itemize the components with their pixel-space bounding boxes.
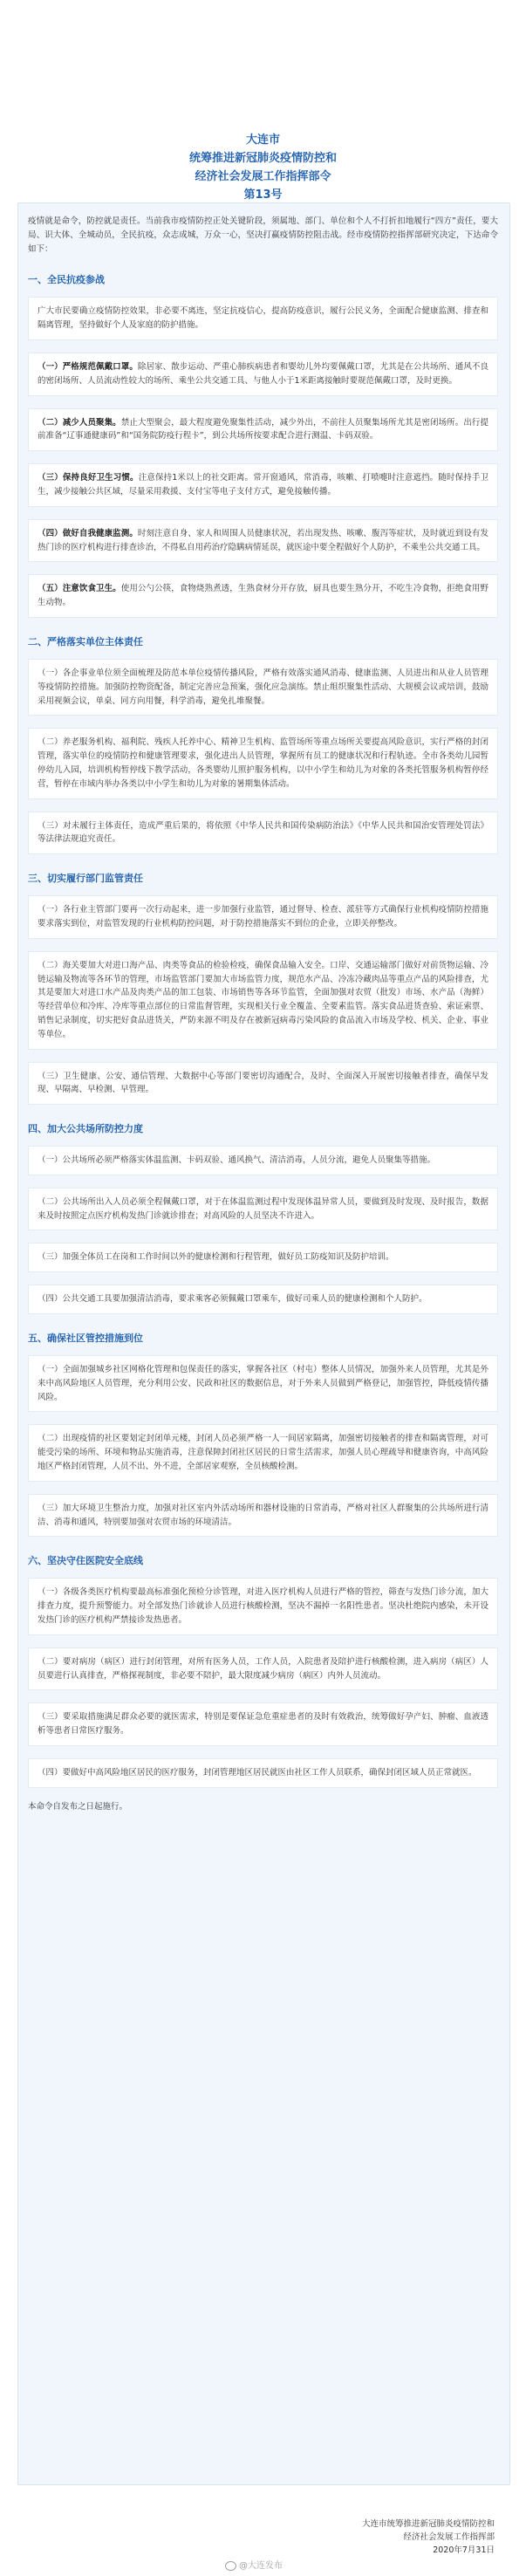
header-order-number: 第13号 <box>243 188 283 202</box>
document-body <box>28 215 498 1814</box>
section-paragraph <box>28 1702 498 1746</box>
closing-line: 本命令自发布之日起施行。 <box>28 1801 128 1812</box>
signature-date: 2020年7月31日 <box>433 2545 495 2555</box>
section-title: 四、加大公共场所防控力度 <box>28 1123 143 1135</box>
paragraph-text: （三）卫生健康、公安、通信管理、大数据中心等部门要密切沟通配合，及时、全面深入开展密切接触者排查，确保早发现、早隔离、早检测、早管理。 <box>38 1071 488 1095</box>
section-paragraph <box>28 1355 498 1412</box>
sections-container <box>28 273 498 1787</box>
paragraph-text: 广大市民要确立疫情防控效果，非必要不离连，坚定抗疫信心，提高防疫意识，履行公民义务，全面配合健康监测、排查和隔离管理，坚持做好个人及家庭的防护措施。 <box>38 306 488 331</box>
section-paragraph <box>28 463 498 507</box>
paragraph-text: （三）要采取措施满足群众必要的就医需求，特别是要保证急危重症患者的及时有效救治，统筹做好孕产妇、肿瘤、血液透析等患者日常医疗服务。 <box>38 1712 488 1737</box>
intro-paragraph: 疫情就是命令，防控就是责任。当前我市疫情防控正处关键阶段，须属地、部门、单位和个人不打折扣地履行“四方”责任，要大局、识大体、全城动员，全民抗疫，众志成城，万众一心，坚决打赢疫情防控阻击战。经市疫情防控指挥部研究决定，下达命令如下： <box>28 216 498 254</box>
section-paragraph <box>28 1146 498 1175</box>
section-title: 一、全民抗疫参战 <box>28 274 105 286</box>
section-paragraph <box>28 1062 498 1106</box>
header-org-line1: 统筹推进新冠肺炎疫情防控和 <box>188 152 337 165</box>
paragraph-text: 时刻注意自身、家人和周围人员健康状况，若出现发热、咳嗽、腹泻等症状，及时就近到设有发热门诊的医疗机构进行排查诊治，不得私自用药治疗隐瞒病情延误，就医途中要全程做好个人防护，不乘坐公共交通工具。 <box>38 528 488 552</box>
paragraph-text: （一）各级各类医疗机构要最高标准强化预检分诊管理，对进入医疗机构人员进行严格的管控，筛查与发热门诊分流，加大排查力度，提升预警能力。对全部发热门诊就诊人员进行核酸检测，坚决不漏掉一名阳性患者。坚决杜绝院内感染，未开设发热门诊的医疗机构严禁接诊发热患者。 <box>38 1587 488 1626</box>
paragraph-text: 注意保持1米以上的社交距离。常开窗通风，常消毒，咳嗽、打喷嚏时注意遮挡。随时保持手卫生，减少接触公共区域，尽量采用救援、支付宝等电子支付方式，避免接触传播。 <box>38 473 488 497</box>
paragraph-lead: （四）做好自我健康监测。 <box>38 528 138 538</box>
paragraph-text: （一）各企事业单位须全面梳理及防范本单位疫情传播风险，严格有效落实通风消毒、健康监测、人员进出和从业人员管理等疫情防控措施。加强防控物资配备，制定完善应急预案，强化应急演练。禁止组织聚集性活动、大规模会议或培训，鼓励采用视频会议，单桌、同方向用餐，科学消毒，避免扎堆聚餐。 <box>38 668 488 706</box>
header-city: 大连市 <box>245 134 280 147</box>
paragraph-text: （四）公共交通工具要加强清洁消毒，要求乘客必须佩戴口罩乘车，做好司乘人员的健康检测和个人防护。 <box>38 1294 427 1305</box>
section-paragraph <box>28 1494 498 1538</box>
paragraph-lead: （二）减少人员聚集。 <box>38 417 121 428</box>
signature-org-line2: 经济社会发展工作指挥部 <box>403 2532 495 2542</box>
paragraph-text: （二）公共场所出入人员必须全程佩戴口罩，对于在体温监测过程中发现体温异常人员，要做到及时发现、及时报告，数据来及时按照定点医疗机构发热门诊就诊排查；对高风险的人员坚决不许进入。 <box>38 1196 488 1221</box>
section-paragraph <box>28 659 498 716</box>
section-paragraph <box>28 1424 498 1481</box>
section-paragraph <box>28 1285 498 1314</box>
signature-block <box>362 2518 495 2557</box>
section-paragraph <box>28 1578 498 1634</box>
paragraph-text: （三）对未履行主体责任，造成严重后果的，将依照《中华人民共和国传染病防治法》《中华人民共和国治安管理处罚法》等法律法规追究责任。 <box>38 820 488 845</box>
section-paragraph <box>28 895 498 939</box>
paragraph-text: （二）出现疫情的社区要划定封闭单元楼，封闭人员必须严格一人一间居家隔离，加强密切接触者的排查和隔离管理，对可能受污染的场所、环境和物品实施消毒，注意保障封闭社区居民的日常生活需求，加强人员心理疏导和健康咨询，中高风险地区严格封闭管理，人员不出、外不进，全部居家观察，全员核酸检测。 <box>38 1434 488 1472</box>
paragraph-text: （四）要做好中高风险地区居民的医疗服务，封闭管理地区居民就医由社区工作人员联系，确保封闭区域人员正常就医。 <box>38 1768 477 1778</box>
paragraph-text: 除居家、散步运动、严重心肺疾病患者和婴幼儿外均要佩戴口罩，尤其是在公共场所、通风不良的密闭场所、人员流动性较大的场所、乘坐公共交通工具、与他人小于1米距离接触时要规范佩戴口罩，及时更换。 <box>38 361 488 386</box>
header-org-line2: 经济社会发展工作指挥部令 <box>195 170 331 183</box>
section-paragraph <box>28 519 498 563</box>
section-title: 六、坚决守住医院安全底线 <box>28 1555 143 1567</box>
section-paragraph <box>28 353 498 396</box>
paragraph-text: （三）加大环境卫生整治力度，加强对社区室内外活动场所和器材设施的日常消毒，严格对社区人群聚集的公共场所进行清洁、消毒和通风，特别要加强对农贸市场的环境清洁。 <box>38 1503 488 1527</box>
watermark-text: @大连发布 <box>239 2561 283 2571</box>
paragraph-text: （一）公共场所必须严格落实体温监测、卡码双验、通风换气、清洁消毒，人员分流，避免人员聚集等措施。 <box>38 1155 436 1166</box>
weibo-icon <box>225 2561 236 2571</box>
signature-org-line1: 大连市统筹推进新冠肺炎疫情防控和 <box>361 2519 495 2529</box>
paragraph-lead: （一）严格规范佩戴口罩。 <box>38 361 138 372</box>
section-paragraph <box>28 1243 498 1272</box>
paragraph-text: （一）各行业主管部门要再一次行动起来，进一步加强行业监管，通过督导、检查、派驻等方式确保行业机构疫情防控措施要求落实到位，对监管发现的行业机构防控问题，对于防控措施落实不到位的企业，立即关停整改。 <box>38 905 488 928</box>
section-paragraph <box>28 951 498 1050</box>
section-paragraph <box>28 297 498 340</box>
paragraph-text: （一）全面加强城乡社区网格化管理和包保责任的落实，掌握各社区（村屯）整体人员情况，加强外来人员管理，尤其是外来中高风险地区人员管理，充分利用公安、民政和社区的数据信息，对于外来人员做到严格登记，加强管控，降低疫情传播风险。 <box>38 1365 488 1402</box>
paragraph-text: （二）海关要加大对进口海产品、肉类等食品的检验检疫，确保食品输入安全。口岸、交通运输部门做好对前货物运输、冷链运输及物流等各环节的管理，市场监管部门要加大市场监管力度，规范水产品、冷冻冷藏肉品等重点产品的风险排查，尤其是要加大对进口水产品及肉类产品的加工包装、市场销售等各环节监管，全面加强对农贸（批发）市场、水产品（海鲜）等经营单位和冷库、冷库等重点部位的日常监督管理，实现相关行业全覆盖、全要素监管。落实食品进货查验、索证索票、销售记录制度，切实把好食品进货关，严防来源不明及存在被新冠病毒污染风险的食品流入市场及学校、机关、企业、事业等单位。 <box>38 960 488 1039</box>
document-header <box>0 0 526 204</box>
section-title: 五、确保社区管控措施到位 <box>28 1333 143 1345</box>
watermark <box>225 2558 283 2571</box>
section-title: 三、切实履行部门监管责任 <box>28 873 143 885</box>
paragraph-text: （三）加强全体员工在岗和工作时间以外的健康检测和行程管理，做好员工防疫知识及防护培训。 <box>38 1252 394 1263</box>
paragraph-text: （二）要对病房（病区）进行封闭管理，对所有医务人员，工作人员，入院患者及陪护进行核酸检测，进入病房（病区）人员要进行认真排查，严格探视制度，非必要不陪护，最大限度减少病房（病区）内外人员流动。 <box>38 1656 488 1681</box>
section-paragraph <box>28 1188 498 1231</box>
section-paragraph <box>28 1648 498 1691</box>
section-paragraph <box>28 574 498 618</box>
section-paragraph <box>28 812 498 855</box>
paragraph-lead: （五）注意饮食卫生。 <box>38 584 121 594</box>
paragraph-text: （二）养老服务机构、福利院、残疾人托养中心、精神卫生机构、监管场所等重点场所关要提高风险意识，实行严格的封闭管理，落实单位的疫情防控和健康管理要求，强化进出人员管理，掌握所有员工的健康状况和行程轨迹。全市各类幼儿园暂停幼儿入园，培训机构暂停线下教学活动，各类婴幼儿照护服务机构，以中小学生和幼儿为对象的各类托管服务机构暂停经营，暂停在市域内举办各类以中小学生和幼儿为对象的暑期集体活动。 <box>38 737 488 789</box>
paragraph-text: 使用公勺公筷，食物烧熟煮透，生熟食材分开存放，厨具也要生熟分开，不吃生冷食物，拒绝食用野生动物。 <box>38 584 488 608</box>
section-paragraph <box>28 728 498 798</box>
section-title: 二、严格落实单位主体责任 <box>28 635 143 647</box>
section-paragraph <box>28 1758 498 1788</box>
section-paragraph <box>28 408 498 452</box>
paragraph-text: 禁止大型聚会，最大程度避免聚集性活动，减少外出，不前往人员聚集场所尤其是密闭场所。出行提前准备“辽事通健康码”和“国务院防疫行程卡”，到公共场所按要求配合进行测温、卡码双验。 <box>38 417 488 442</box>
paragraph-lead: （三）保持良好卫生习惯。 <box>38 473 139 483</box>
